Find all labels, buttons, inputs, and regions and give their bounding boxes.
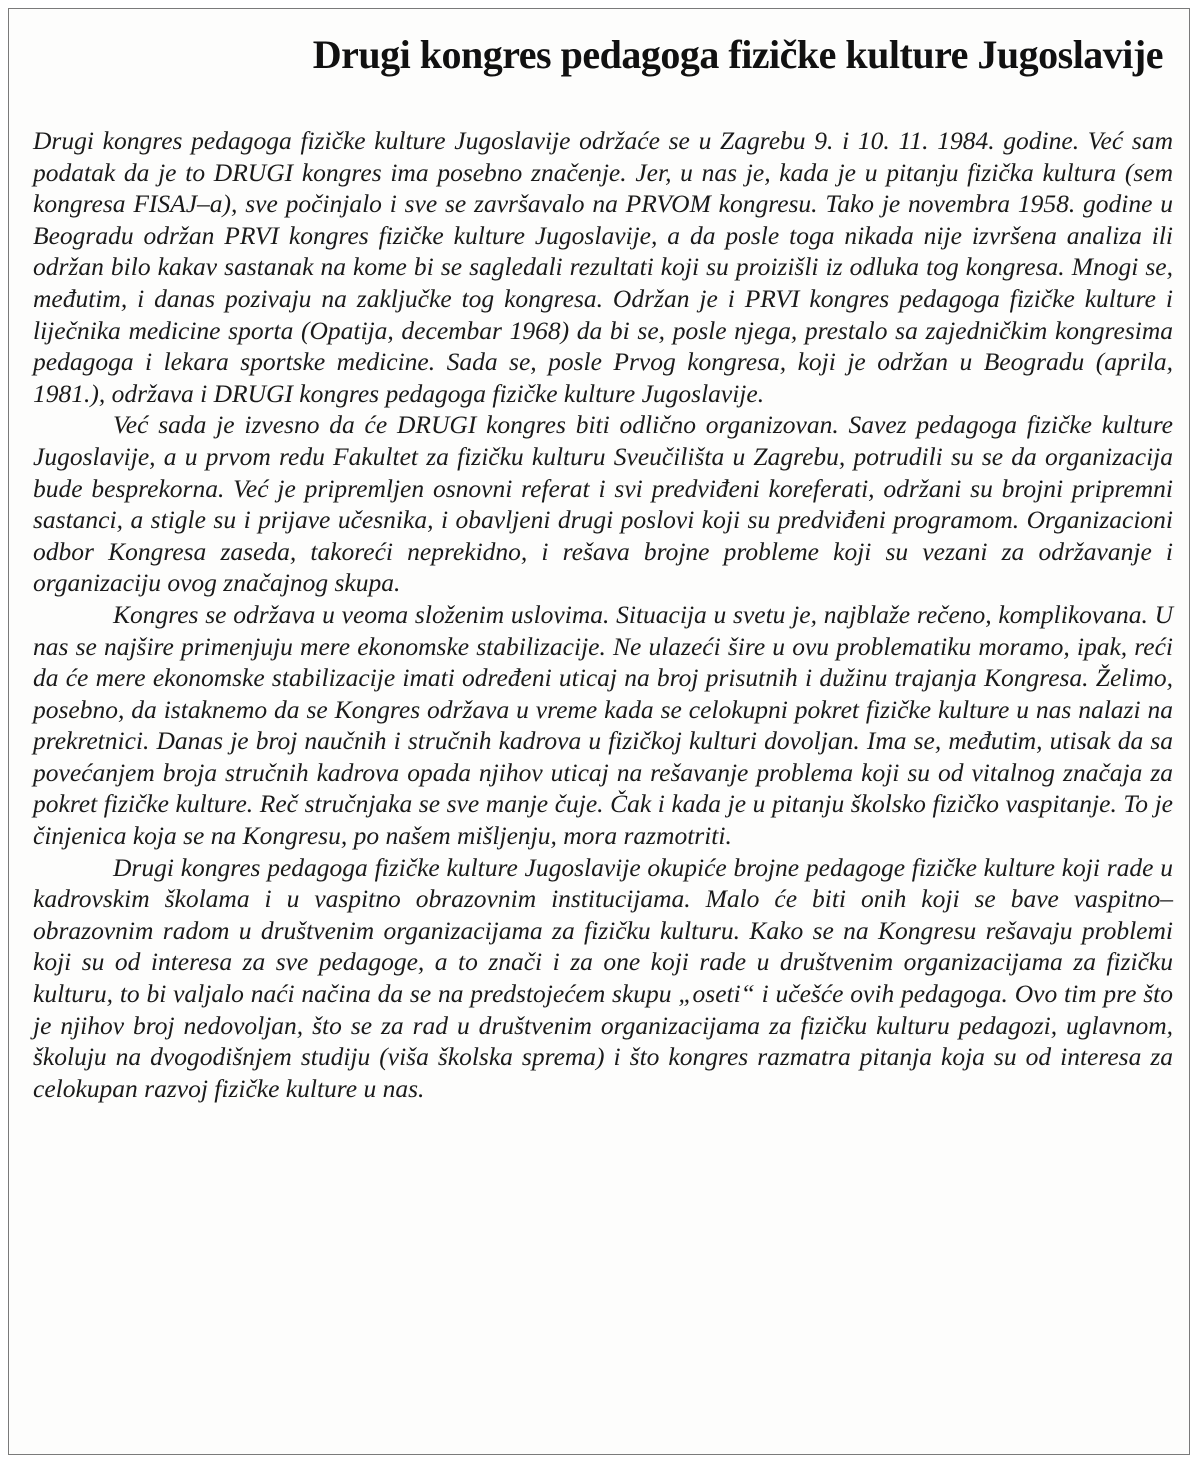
paragraph-3: Kongres se održava u veoma složenim uslovima. Situacija u svetu je, najblaže rečeno, komplikovana. U nas se najšire primenjuju mere ekonomske stabilizacije. Ne ulazeći šire u ovu problematiku moramo, ipak, reći da će mere ekonomske stabilizacije imati određeni uticaj na broj prisutnih i dužinu trajanja Kongresa. Želimo, posebno, da istaknemo da se Kongres održava u vreme kada se celokupni pokret fizičke kulture u nas nalazi na prekretnici. Danas je broj naučnih i stručnih kadrova u fizičkoj kulturi dovoljan. Ima se, međutim, utisak da sa povećanjem broja stručnih kadrova opada njihov uticaj na rešavanje problema koji su od vitalnog značaja za pokret fizičke kulture. Reč stručnjaka se sve manje čuje. Čak i kada je u pitanju školsko fizičko vaspitanje. To je činjenica koja se na Kongresu, po našem mišljenju, mora razmotriti. xyxy=(33,599,1173,851)
paragraph-2: Već sada je izvesno da će DRUGI kongres biti odlično organizovan. Savez pedagoga fizičke kulture Jugoslavije, a u prvom redu Fakultet za fizičku kulturu Sveučilišta u Zagrebu, potrudili su se da organizacija bude besprekorna. Već je pripremljen osnovni referat i svi predviđeni koreferati, održani su brojni pripremni sastanci, a stigle su i prijave učesnika, i obavljeni drugi poslovi koji su predviđeni programom. Organizacioni odbor Kongresa zaseda, takoreći neprekidno, i rešava brojne probleme koji su vezani za održavanje i organizaciju ovog značajnog skupa. xyxy=(33,410,1173,598)
article-frame xyxy=(8,8,1190,1455)
paragraph-1: Drugi kongres pedagoga fizičke kulture Jugoslavije održaće se u Zagrebu 9. i 10. 11. 1984. godine. Već sam podatak da je to DRUGI kongres ima posebno značenje. Jer, u nas je, kada je u pitanju fizička kultura (sem kongresa FISAJ–a), sve počinjalo i sve se završavalo na PRVOM kongresu. Tako je novembra 1958. godine u Beogradu održan PRVI kongres fizičke kulture Jugoslavije, a da posle toga nikada nije izvršena analiza ili održan bilo kakav sastanak na kome bi se sagledali rezultati koji su proizišli iz odluka tog kongresa. Mnogi se, međutim, i danas pozivaju na zaključke tog kongresa. Održan je i PRVI kongres pedagoga fizičke kulture i liječnika medicine sporta (Opatija, decembar 1968) da bi se, posle njega, prestalo sa zajedničkim kongresima pedagoga i lekara sportske medicine. Sada se, posle Prvog kongresa, koji je održan u Beogradu (aprila, 1981.), održava i DRUGI kongres pedagoga fizičke kulture Jugoslavije. xyxy=(33,126,1173,408)
article-title: Drugi kongres pedagoga fizičke kulture Jugoslavije xyxy=(312,32,1163,77)
article-body xyxy=(33,125,1173,1104)
paragraph-4: Drugi kongres pedagoga fizičke kulture Jugoslavije okupiće brojne pedagoge fizičke kulture koji rade u kadrovskim školama i u vaspitno obrazovnim institucijama. Malo će biti onih koji se bave vaspitno–obrazovnim radom u društvenim organizacijama za fizičku kulturu. Kako se na Kongresu rešavaju problemi koji su od interesa za sve pedagoge, a to znači i za one koji rade u društvenim organizacijama za fizičku kulturu, to bi valjalo naći načina da se na predstojećem skupu „oseti“ i učešće ovih pedagoga. Ovo tim pre što je njihov broj nedovoljan, što se za rad u društvenim organizacijama za fizičku kulturu pedagozi, uglavnom, školuju na dvogodišnjem studiju (viša školska sprema) i što kongres razmatra pitanja koja su od interesa za celokupan razvoj fizičke kulture u nas. xyxy=(33,852,1173,1103)
